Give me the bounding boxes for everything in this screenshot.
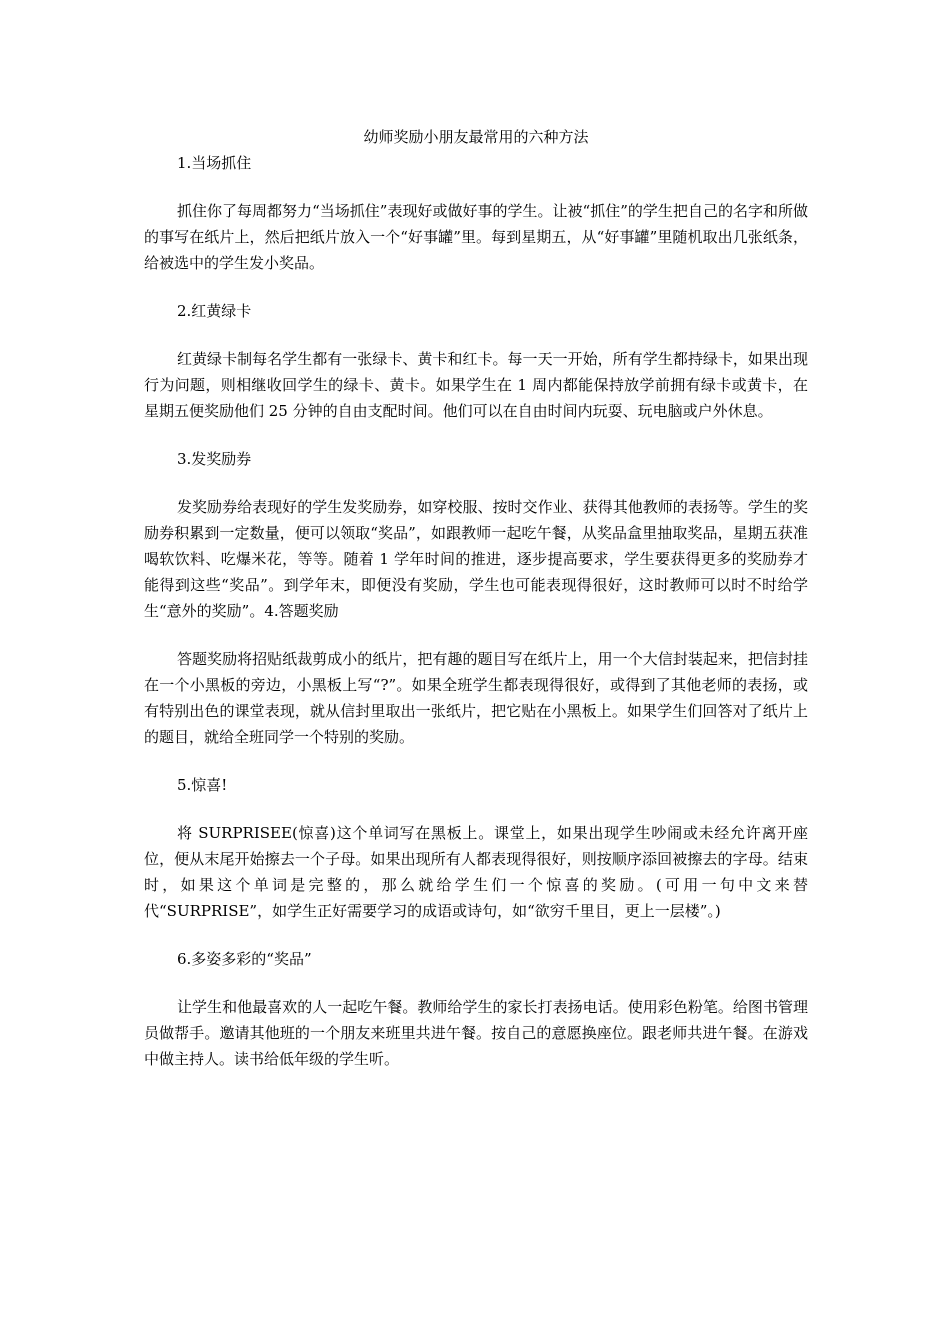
spacer <box>144 472 808 494</box>
section-body-1: 抓住你了每周都努力“当场抓住”表现好或做好事的学生。让被“抓住”的学生把自己的名字和所做的事写在纸片上，然后把纸片放入一个“好事罐”里。每到星期五，从“好事罐”里随机取出几张纸条，给被选中的学生发小奖品。 <box>144 202 808 272</box>
spacer <box>144 924 808 946</box>
spacer <box>144 798 808 820</box>
spacer <box>144 176 808 198</box>
section-heading-1: 1.当场抓住 <box>177 154 252 172</box>
spacer <box>144 276 808 298</box>
section-body-2: 红黄绿卡制每名学生都有一张绿卡、黄卡和红卡。每一天一开始，所有学生都持绿卡，如果出现行为问题，则相继收回学生的绿卡、黄卡。如果学生在 1 周内都能保持放学前拥有绿卡或黄卡，在星期五便奖励他们 25 分钟的自由支配时间。他们可以在自由时间内玩耍、玩电脑或户外休息。 <box>144 350 808 420</box>
section-body-6: 让学生和他最喜欢的人一起吃午餐。教师给学生的家长打表扬电话。使用彩色粉笔。给图书管理员做帮手。邀请其他班的一个朋友来班里共进午餐。按自己的意愿换座位。跟老师共进午餐。在游戏中做主持人。读书给低年级的学生听。 <box>144 998 808 1068</box>
document-title: 幼师奖励小朋友最常用的六种方法 <box>363 128 589 146</box>
spacer <box>144 972 808 994</box>
section-heading-3: 3.发奖励券 <box>177 450 252 468</box>
document-page <box>144 124 808 1072</box>
spacer <box>144 324 808 346</box>
spacer <box>144 624 808 646</box>
spacer <box>144 424 808 446</box>
section-body-3: 发奖励券给表现好的学生发奖励券，如穿校服、按时交作业、获得其他教师的表扬等。学生的奖励券积累到一定数量，便可以领取“奖品”，如跟教师一起吃午餐，从奖品盒里抽取奖品，星期五获准喝软饮料、吃爆米花，等等。随着 1 学年时间的推进，逐步提高要求，学生要获得更多的奖励券才能得到这些“奖品”。到学年末，即便没有奖励，学生也可能表现得很好，这时教师可以时不时给学生“意外的奖励”。4.答题奖励 <box>144 498 808 620</box>
section-heading-6: 6.多姿多彩的“奖品” <box>177 950 312 968</box>
spacer <box>144 750 808 772</box>
section-body-4: 答题奖励将招贴纸裁剪成小的纸片，把有趣的题目写在纸片上，用一个大信封装起来，把信封挂在一个小黑板的旁边，小黑板上写“?”。如果全班学生都表现得很好，或得到了其他老师的表扬，或有特别出色的课堂表现，就从信封里取出一张纸片，把它贴在小黑板上。如果学生们回答对了纸片上的题目，就给全班同学一个特别的奖励。 <box>144 650 808 746</box>
section-body-5: 将 SURPRISEE(惊喜)这个单词写在黑板上。课堂上，如果出现学生吵闹或未经允许离开座位，便从末尾开始擦去一个子母。如果出现所有人都表现得很好，则按顺序添回被擦去的字母。结束时，如果这个单词是完整的，那么就给学生们一个惊喜的奖励。(可用一句中文来替代“SURPRISE”，如学生正好需要学习的成语或诗句，如“欲穷千里目，更上一层楼”。) <box>144 824 808 920</box>
section-heading-2: 2.红黄绿卡 <box>177 302 252 320</box>
section-heading-5: 5.惊喜! <box>177 776 228 794</box>
